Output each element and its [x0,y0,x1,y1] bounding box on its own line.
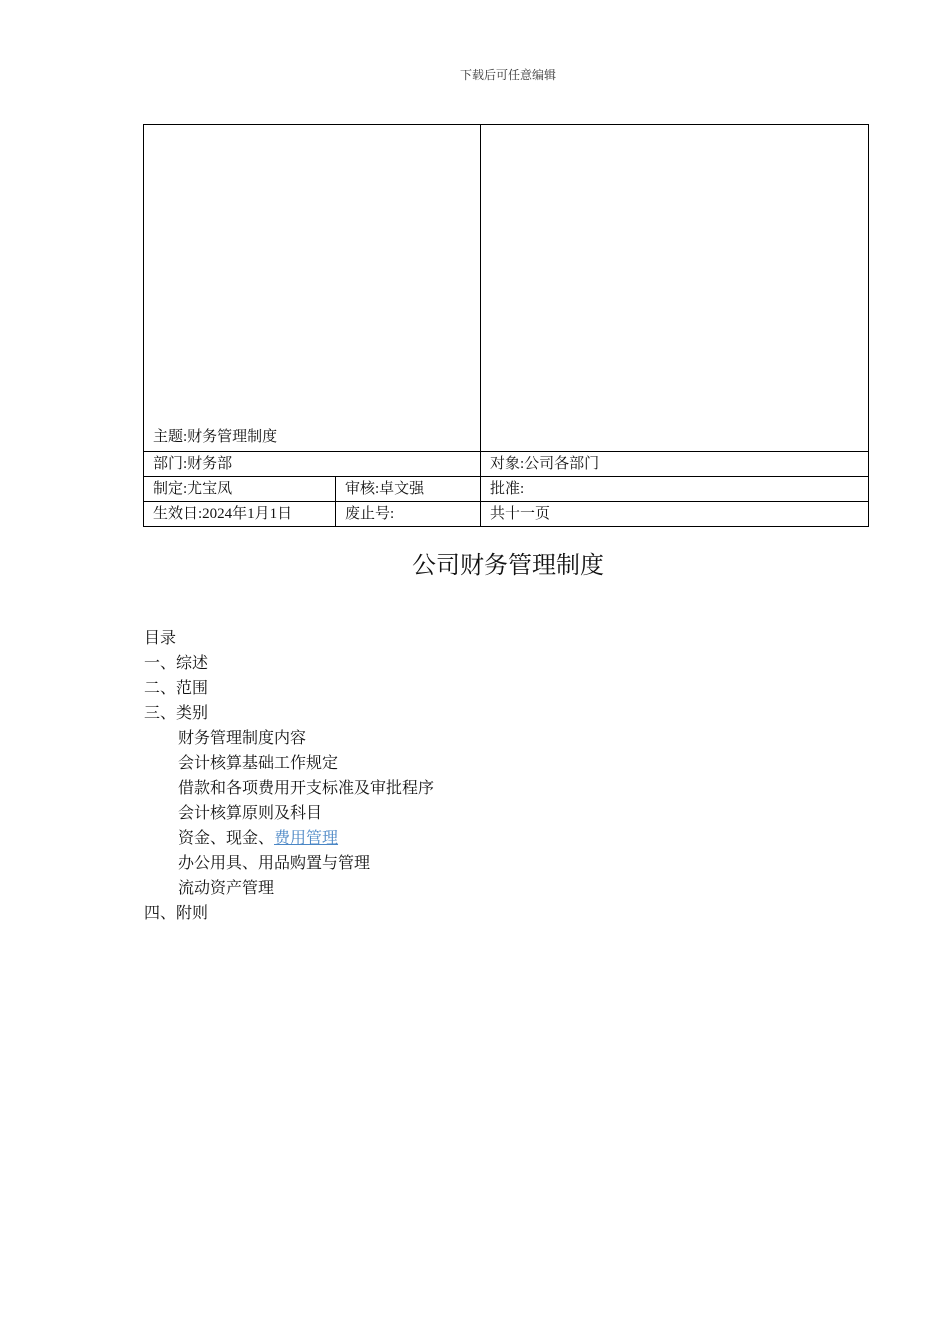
target-cell: 对象:公司各部门 [481,452,869,477]
total-pages-cell: 共十一页 [481,502,869,527]
expense-management-link[interactable]: 费用管理 [274,830,339,847]
department-cell: 部门:财务部 [144,452,481,477]
toc-item-accounting-principles: 会计核算原则及科目 [178,805,323,822]
toc-item-accounting-basics: 会计核算基础工作规定 [178,755,339,772]
toc-section-scope: 二、范围 [144,680,209,697]
table-of-contents [144,626,434,926]
blank-cell [481,125,869,452]
abolish-no-cell: 废止号: [336,502,481,527]
header-note: 下载后可任意编辑 [459,68,556,82]
toc-item-funds-prefix: 资金、现金、 [178,830,275,847]
effective-date-cell: 生效日:2024年1月1日 [144,502,336,527]
drafted-by-cell: 制定:尤宝凤 [144,477,336,502]
document-info-table [143,124,869,527]
toc-item-funds [144,826,434,851]
reviewed-by-cell: 审核:卓文强 [336,477,481,502]
toc-section-appendix: 四、附则 [144,905,209,922]
approved-by-cell: 批准: [481,477,869,502]
toc-section-categories: 三、类别 [144,705,209,722]
toc-item-content: 财务管理制度内容 [178,730,307,747]
toc-item-expense-approval: 借款和各项费用开支标准及审批程序 [178,780,435,797]
subject-cell: 主题:财务管理制度 [144,125,481,452]
toc-item-office-supplies: 办公用具、用品购置与管理 [178,855,371,872]
document-title: 公司财务管理制度 [412,551,604,579]
toc-section-overview: 一、综述 [144,655,209,672]
toc-heading: 目录 [144,630,177,647]
toc-item-current-assets: 流动资产管理 [178,880,275,897]
